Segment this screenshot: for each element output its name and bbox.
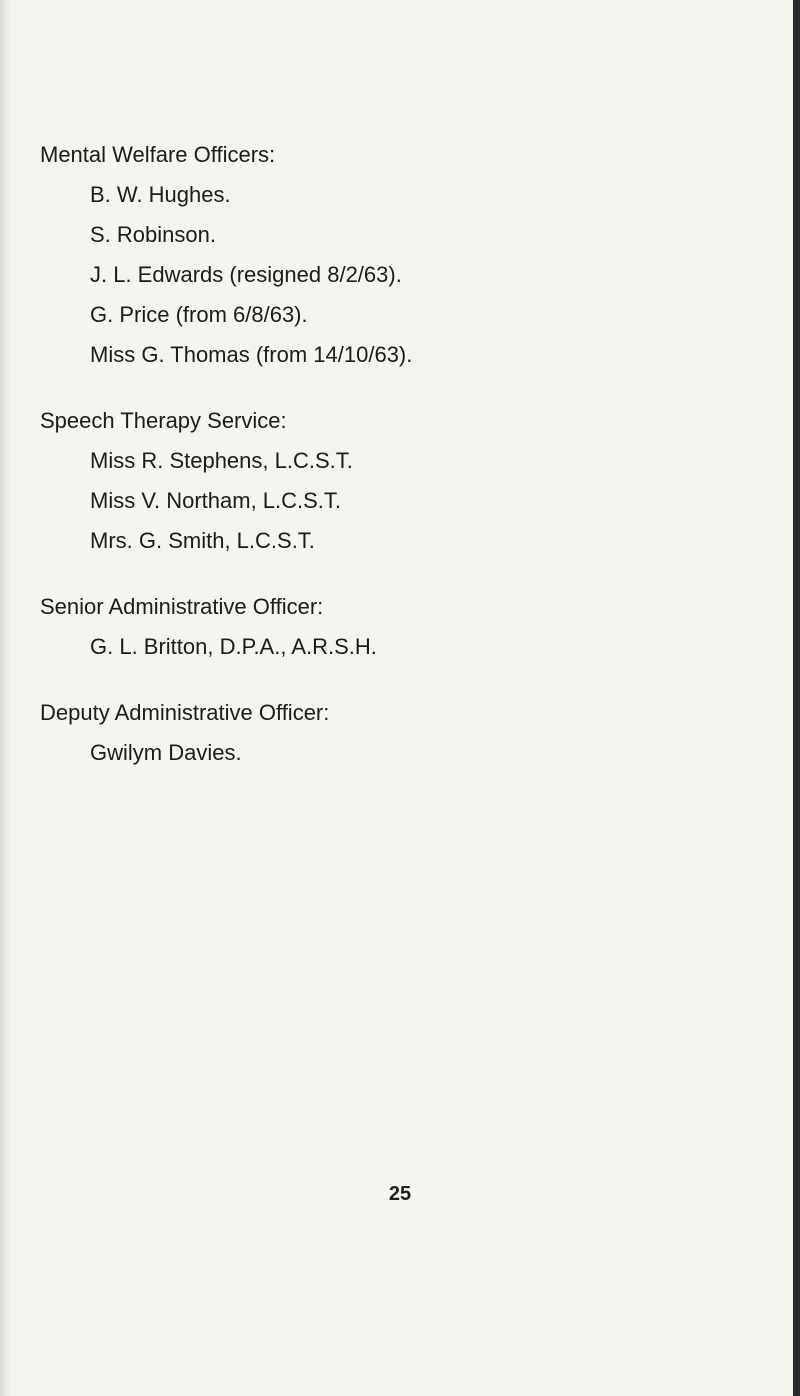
staff-entry: S. Robinson. — [90, 222, 216, 247]
staff-entry: Miss G. Thomas (from 14/10/63). — [90, 342, 413, 367]
staff-entry: B. W. Hughes. — [90, 182, 231, 207]
staff-entry: G. L. Britton, D.P.A., A.R.S.H. — [90, 634, 377, 659]
staff-entry: Miss V. Northam, L.C.S.T. — [90, 488, 342, 513]
section-mental-welfare-officers — [40, 135, 760, 375]
staff-list — [40, 135, 760, 799]
staff-entry: Miss R. Stephens, L.C.S.T. — [90, 448, 353, 473]
staff-entry: Mrs. G. Smith, L.C.S.T. — [90, 528, 315, 553]
staff-entry: Gwilym Davies. — [90, 740, 242, 765]
staff-entry: G. Price (from 6/8/63). — [90, 302, 308, 327]
staff-entry: J. L. Edwards (resigned 8/2/63). — [90, 262, 402, 287]
section-heading: Senior Administrative Officer: — [40, 594, 324, 619]
section-heading: Mental Welfare Officers: — [40, 142, 276, 167]
page-number: 25 — [388, 1183, 412, 1205]
section-deputy-administrative-officer — [40, 693, 760, 773]
section-senior-administrative-officer — [40, 587, 760, 667]
section-speech-therapy-service — [40, 401, 760, 561]
section-heading: Deputy Administrative Officer: — [40, 700, 330, 725]
section-heading: Speech Therapy Service: — [40, 408, 287, 433]
